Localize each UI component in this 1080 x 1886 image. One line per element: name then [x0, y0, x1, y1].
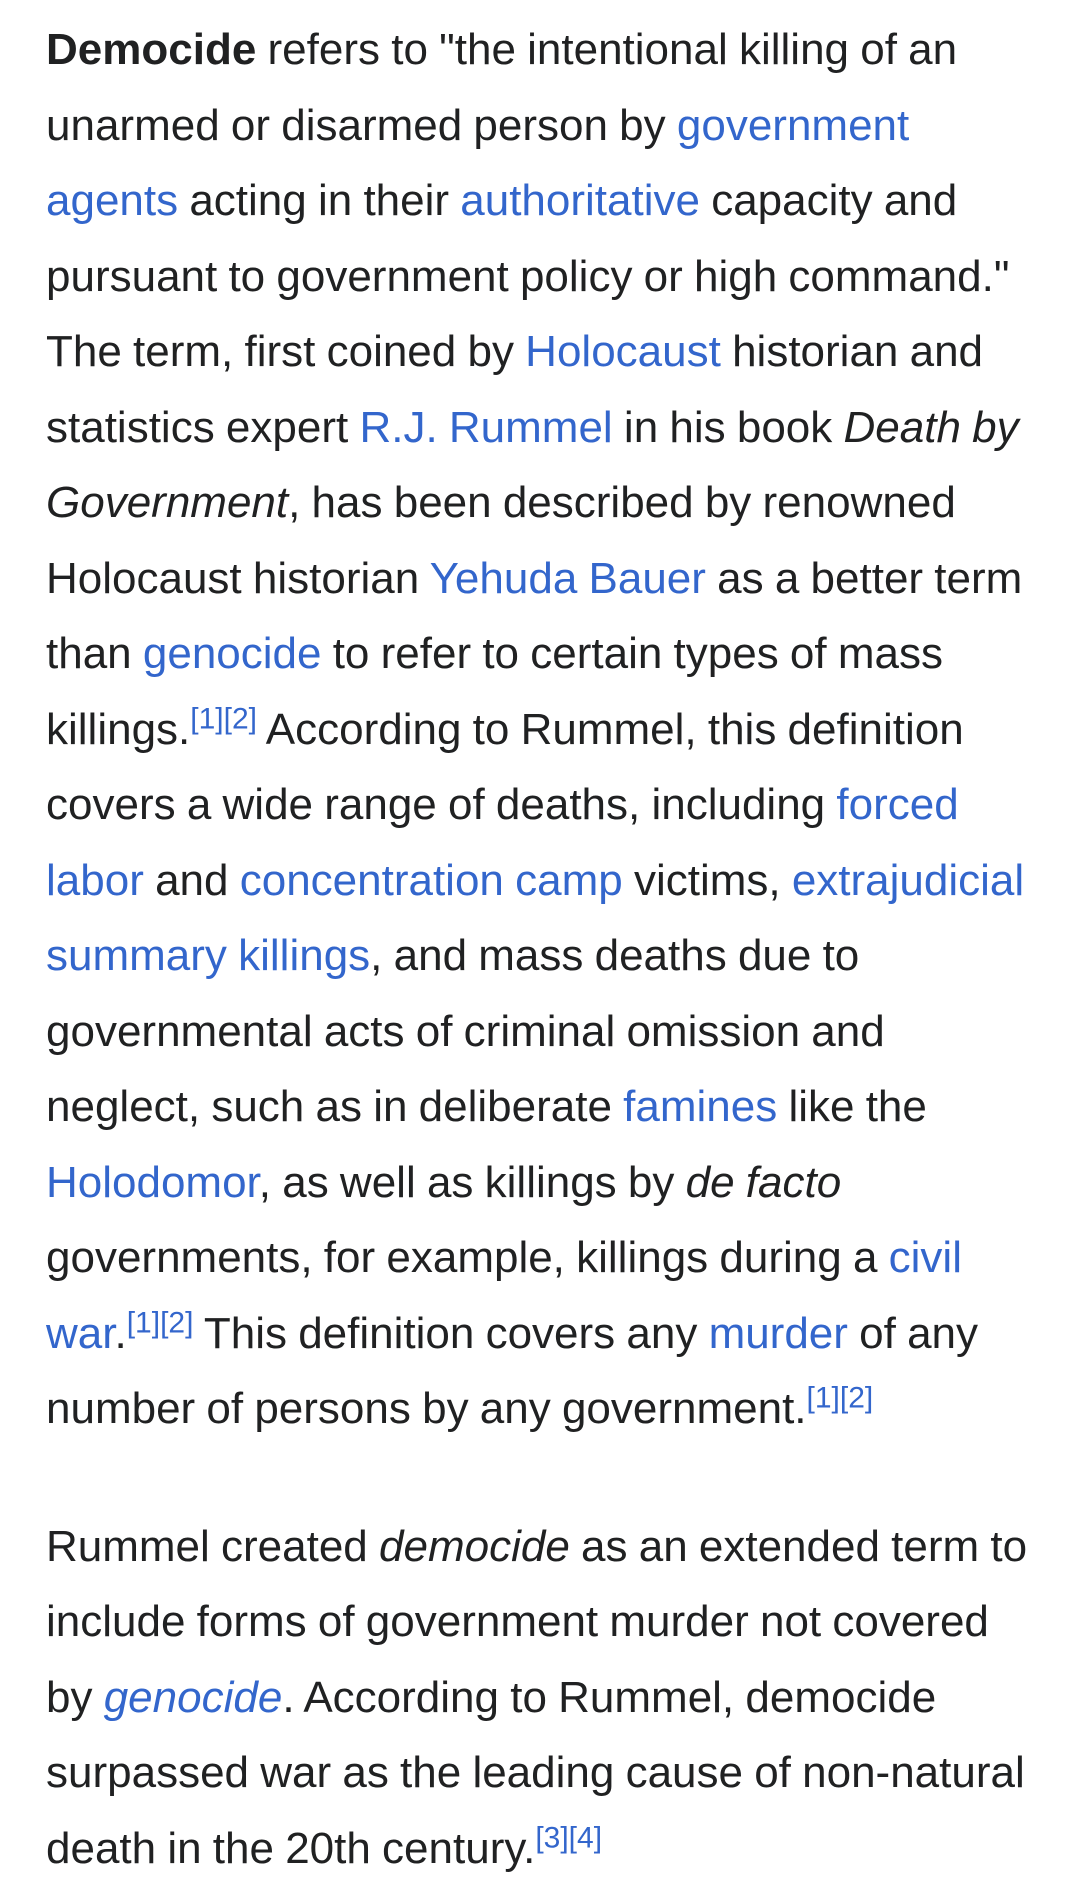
link-extrajudicial-summary-killings[interactable]: extrajudicial summary killings: [46, 856, 1024, 981]
link-famines[interactable]: famines: [623, 1082, 777, 1131]
link-genocide[interactable]: genocide: [143, 629, 322, 678]
citation-ref-1[interactable]: [1]: [127, 1306, 160, 1339]
body-text: like the: [777, 1082, 927, 1131]
paragraph-rummel-term: [46, 1509, 1040, 1886]
citation-ref-2[interactable]: [2]: [840, 1381, 873, 1414]
link-yehuda-bauer[interactable]: Yehuda Bauer: [430, 554, 706, 603]
body-text: , has been described by renowned Holocaust historian: [46, 478, 956, 603]
body-text: as a better term than: [46, 554, 1022, 679]
link-holodomor[interactable]: Holodomor: [46, 1158, 259, 1207]
body-text: , and mass deaths due to governmental acts of criminal omission and neglect, such as in deliberate: [46, 931, 885, 1131]
body-text: in his book: [613, 403, 844, 452]
link-r-j-rummel[interactable]: R.J. Rummel: [359, 403, 612, 452]
bold-term: Democide: [46, 25, 256, 74]
body-text: , as well as killings by: [259, 1158, 686, 1207]
link-holocaust[interactable]: Holocaust: [525, 327, 721, 376]
body-text: to refer to certain types of mass killings.: [46, 629, 943, 754]
italic-text: Death by Government: [46, 403, 1019, 528]
link-murder[interactable]: murder: [709, 1309, 848, 1358]
link-civil-war[interactable]: civil war: [46, 1233, 962, 1358]
body-text: and: [144, 856, 240, 905]
italic-text: democide: [379, 1522, 570, 1571]
link-forced-labor[interactable]: forced labor: [46, 780, 959, 905]
link-genocide[interactable]: genocide: [104, 1673, 283, 1722]
body-text: victims,: [623, 856, 792, 905]
italic-text: de facto: [686, 1158, 842, 1207]
body-text: refers to "the intentional killing of an unarmed or disarmed person by: [46, 25, 957, 150]
citation-ref-2[interactable]: [2]: [224, 702, 257, 735]
body-text: governments, for example, killings during a: [46, 1233, 889, 1282]
link-government-agents[interactable]: government agents: [46, 101, 909, 226]
body-text: . According to Rummel, democide surpassed war as the leading cause of non-natural death in the 20th century.: [46, 1673, 1025, 1873]
paragraph-democide-definition: [46, 12, 1040, 1447]
body-text: Rummel created: [46, 1522, 379, 1571]
citation-ref-2[interactable]: [2]: [160, 1306, 193, 1339]
body-text: .: [114, 1309, 126, 1358]
citation-ref-1[interactable]: [1]: [807, 1381, 840, 1414]
body-text: acting in their: [178, 176, 460, 225]
body-text: of any number of persons by any government.: [46, 1309, 978, 1434]
citation-ref-4[interactable]: [4]: [569, 1821, 602, 1854]
body-text: historian and statistics expert: [46, 327, 983, 452]
citation-ref-3[interactable]: [3]: [535, 1821, 568, 1854]
link-concentration-camp[interactable]: concentration camp: [240, 856, 623, 905]
citation-ref-1[interactable]: [1]: [190, 702, 223, 735]
body-text: This definition covers any: [193, 1309, 708, 1358]
body-text: According to Rummel, this definition covers a wide range of deaths, including: [46, 705, 964, 830]
link-authoritative[interactable]: authoritative: [460, 176, 700, 225]
body-text: capacity and pursuant to government policy or high command." The term, first coined by: [46, 176, 1009, 376]
body-text: as an extended term to include forms of government murder not covered by: [46, 1522, 1027, 1722]
